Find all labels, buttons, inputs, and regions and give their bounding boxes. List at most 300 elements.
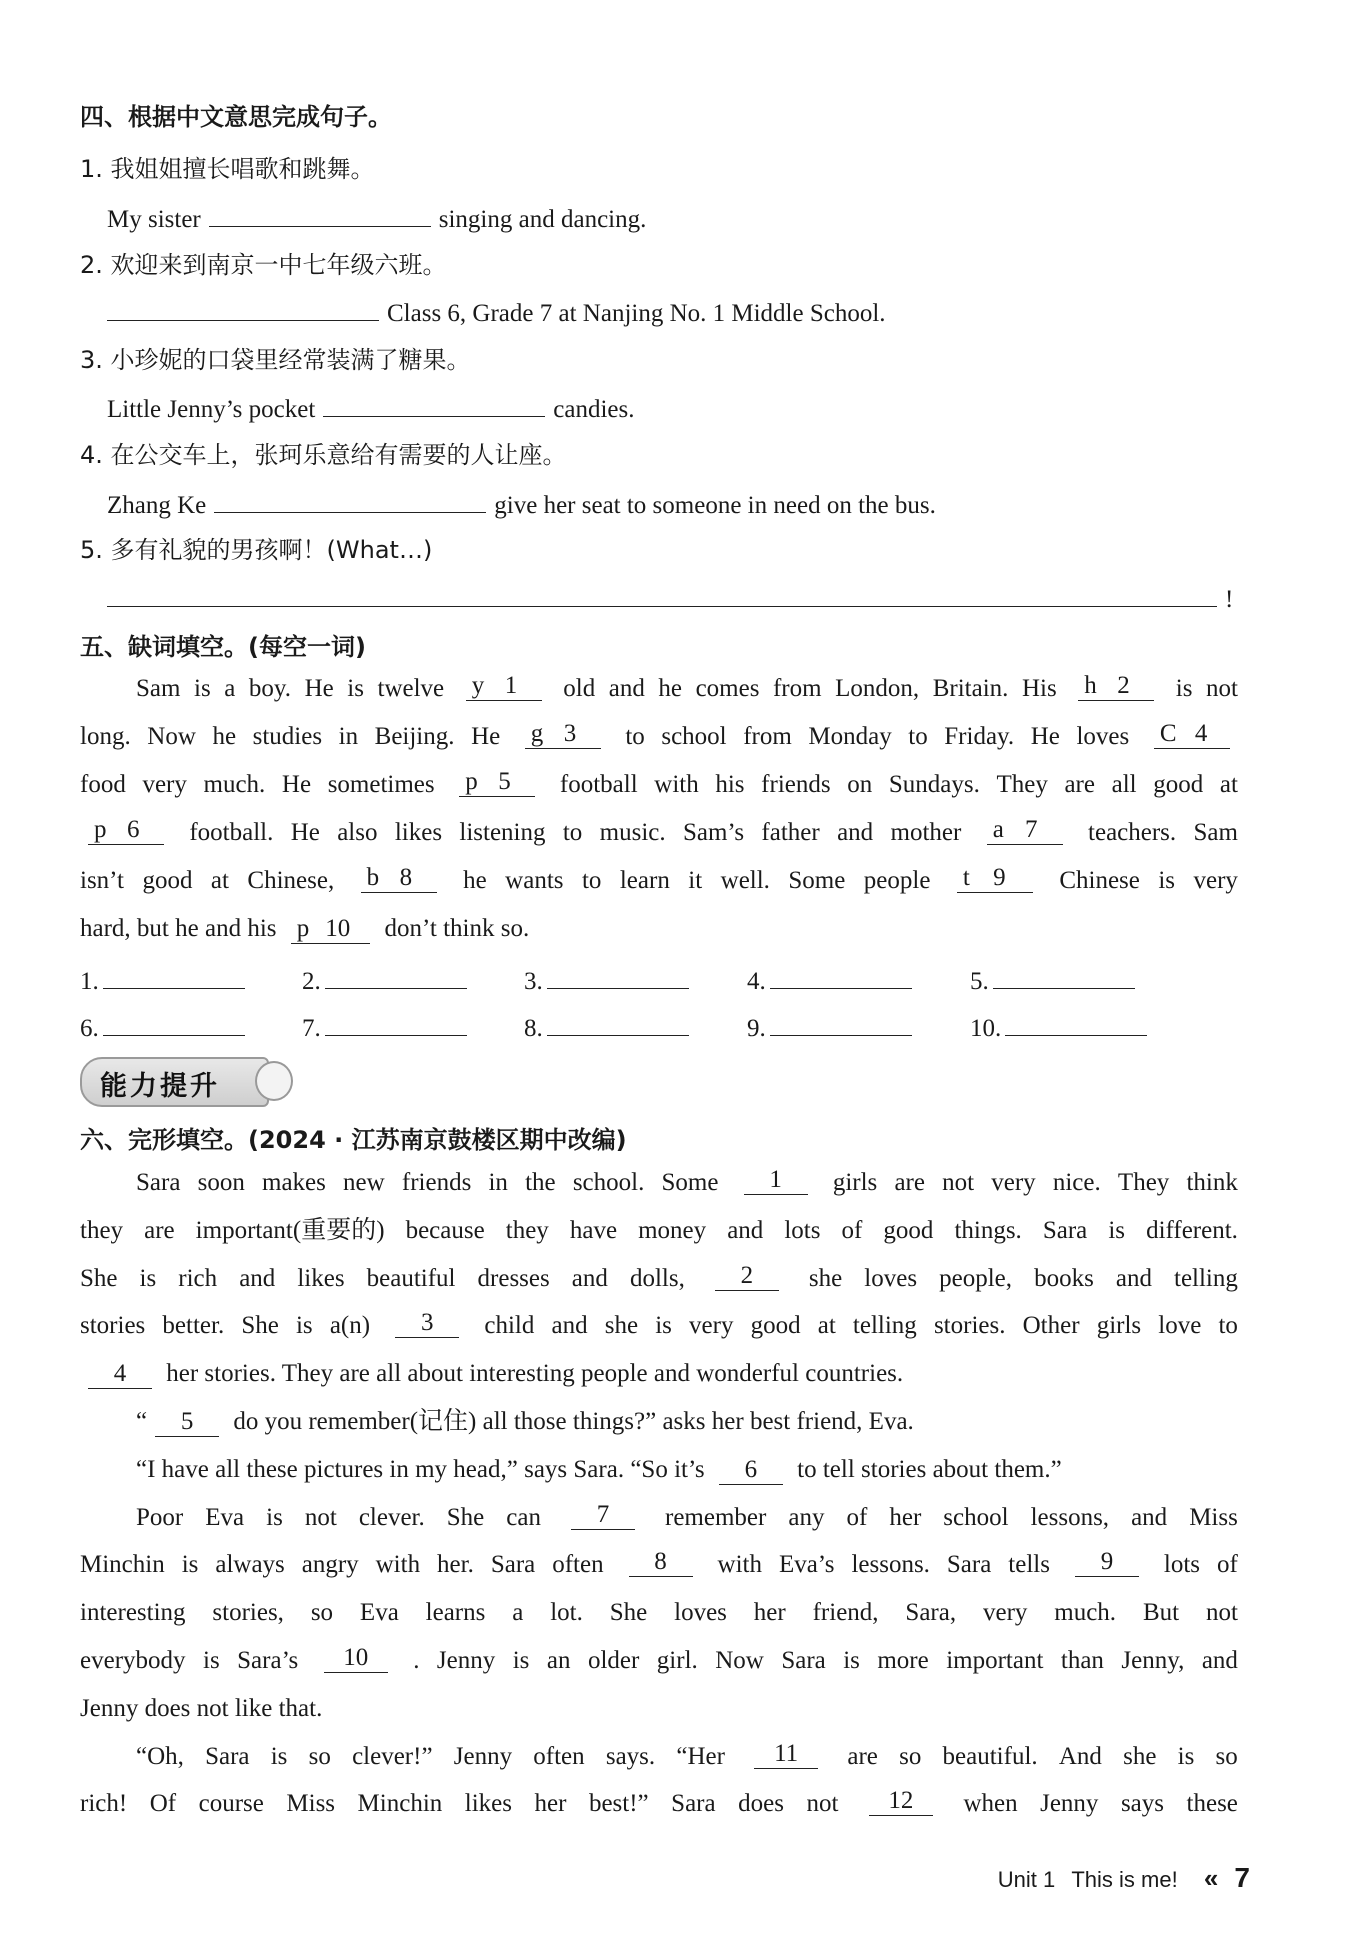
word: is <box>139 1264 157 1292</box>
word: Jenny, <box>1121 1647 1185 1674</box>
s5-line <box>80 864 1238 898</box>
word: says <box>524 1455 568 1483</box>
word: is <box>266 1503 283 1531</box>
word: don’t <box>384 915 437 942</box>
word: old <box>563 675 596 702</box>
s6-line <box>80 1692 322 1726</box>
section-4-heading: 四、根据中文意思完成句子。 <box>80 103 392 131</box>
word: things?” <box>572 1408 657 1435</box>
gap-number: 9 <box>993 864 1006 891</box>
word: telling <box>852 1312 917 1340</box>
gap-number: 3 <box>420 1309 434 1337</box>
gap-blank-10[interactable] <box>324 1644 388 1673</box>
word: it <box>688 867 703 894</box>
word: of <box>841 1216 863 1244</box>
word: is <box>295 1312 313 1340</box>
word: always <box>215 1551 285 1579</box>
word: from <box>772 675 822 702</box>
word: Sam <box>1193 819 1238 846</box>
answer-slot: 4. <box>747 960 920 999</box>
gap-blank-10[interactable] <box>291 915 371 944</box>
word: lessons, <box>1030 1503 1110 1531</box>
word: music. <box>599 819 666 846</box>
word: father <box>761 819 820 846</box>
word: boy. <box>248 675 292 702</box>
word: at <box>817 1312 836 1340</box>
gap-blank-7[interactable] <box>571 1501 635 1530</box>
word: can <box>506 1503 541 1531</box>
gap-number: 9 <box>1100 1548 1114 1576</box>
answer-blank[interactable] <box>547 960 689 989</box>
word: and <box>653 1360 690 1388</box>
gap-number: 5 <box>180 1408 194 1435</box>
word: not <box>942 1169 975 1196</box>
word: is <box>347 675 364 702</box>
word: Eva’s <box>778 1551 835 1579</box>
s6-line <box>136 1453 1062 1487</box>
word: Minchin <box>357 1790 443 1818</box>
word: Jenny <box>453 1742 513 1770</box>
word: an <box>546 1647 571 1674</box>
word: also <box>337 819 378 846</box>
word: and <box>727 1216 764 1244</box>
word: head,” <box>453 1455 518 1483</box>
word: Chinese <box>1059 867 1140 894</box>
word: so <box>1215 1742 1238 1770</box>
word: She <box>241 1312 279 1340</box>
word: isn’t <box>80 867 124 894</box>
gap-blank-5[interactable] <box>459 768 535 797</box>
word: Now <box>715 1647 764 1674</box>
word: than <box>1060 1647 1104 1674</box>
word: different. <box>1146 1216 1238 1244</box>
s6-line <box>80 1548 1238 1582</box>
gap-number: 6 <box>127 816 140 843</box>
word: Of <box>149 1790 177 1818</box>
word: They <box>1117 1169 1170 1196</box>
word: Sara’s <box>237 1647 299 1674</box>
word: with <box>375 1551 421 1579</box>
word: clever. <box>358 1503 425 1531</box>
word: and <box>571 1264 608 1292</box>
word: Sundays. <box>888 771 980 798</box>
word: she <box>1123 1742 1157 1770</box>
word: is <box>181 1551 199 1579</box>
word: is <box>203 1647 220 1674</box>
s4-item-4-sentence: Zhang Ke give her seat to someone in need on the bus. <box>107 484 936 523</box>
gap-blank-8[interactable] <box>361 864 437 893</box>
word: not <box>806 1790 839 1818</box>
gap-initial-letter: p <box>296 915 310 942</box>
gap-initial-letter: p <box>465 768 478 795</box>
word: in <box>338 723 359 750</box>
word: teachers. <box>1088 819 1177 846</box>
word: is <box>512 1647 530 1674</box>
word: because <box>405 1216 485 1244</box>
word: best <box>749 1408 791 1435</box>
word: Eva <box>359 1599 399 1627</box>
answer-blank[interactable] <box>770 1007 912 1036</box>
word: school <box>661 723 727 750</box>
word: not <box>1206 675 1238 702</box>
s6-line <box>80 1596 1238 1630</box>
word: are <box>847 1742 878 1770</box>
s6-line <box>136 1405 914 1439</box>
word: her <box>166 1360 199 1388</box>
gap-number: 8 <box>399 864 413 891</box>
word: she <box>604 1312 639 1340</box>
word: is <box>1177 1742 1195 1770</box>
word: stories. <box>204 1360 276 1388</box>
ability-badge <box>80 1057 269 1107</box>
word: listening <box>459 819 546 846</box>
gap-number: 10 <box>325 915 351 942</box>
word: well. <box>720 867 770 894</box>
word: hard, <box>80 915 131 942</box>
word: it’s <box>674 1455 705 1483</box>
gap-number: 5 <box>498 768 511 795</box>
word: of <box>846 1503 868 1531</box>
word: best!” <box>588 1790 649 1818</box>
answer-blank[interactable] <box>325 960 467 989</box>
s4-item-1-blank[interactable] <box>209 198 431 227</box>
word: to <box>1218 1312 1238 1340</box>
word: to <box>797 1455 817 1483</box>
gap-number: 7 <box>596 1500 610 1528</box>
gap-blank-4[interactable] <box>1154 720 1230 749</box>
word: good <box>883 1216 934 1244</box>
word: are <box>339 1360 370 1388</box>
word: those <box>513 1408 567 1435</box>
word: football <box>559 771 638 798</box>
word: are <box>1064 771 1095 798</box>
word: books <box>1034 1264 1094 1292</box>
word: new <box>343 1169 385 1196</box>
word: at <box>1219 771 1238 798</box>
word: Jenny <box>80 1694 139 1722</box>
word: very <box>991 1169 1036 1196</box>
gap-number: 1 <box>504 672 518 699</box>
gap-blank-9[interactable] <box>1075 1548 1139 1577</box>
word: remember <box>665 1503 767 1531</box>
word: stories. <box>933 1312 1006 1340</box>
answer-blank[interactable] <box>770 960 912 989</box>
word: at <box>210 867 229 894</box>
gap-number: 3 <box>563 720 577 747</box>
word: all <box>1111 771 1137 798</box>
word: They <box>996 771 1048 798</box>
word: all <box>482 1408 508 1435</box>
answer-blank[interactable] <box>103 960 245 989</box>
word: Other <box>1022 1312 1080 1340</box>
gap-number: 4 <box>113 1360 127 1388</box>
word: love <box>1158 1312 1202 1340</box>
word: things. <box>954 1216 1022 1244</box>
gap-blank-1[interactable] <box>744 1166 808 1195</box>
word: about <box>932 1455 989 1483</box>
answer-slot: 5. <box>970 960 1143 999</box>
s6-line <box>80 1644 1238 1678</box>
word: older <box>587 1647 640 1674</box>
word: they <box>505 1216 549 1244</box>
word: to <box>908 723 928 750</box>
word: football. <box>189 819 274 846</box>
word: friends <box>401 1169 472 1196</box>
answer-slot: 8. <box>524 1007 697 1046</box>
word: Sam <box>136 675 181 702</box>
page-footer <box>998 1862 1250 1894</box>
s6-line <box>80 1262 1238 1296</box>
word: about <box>407 1360 463 1388</box>
word: She <box>80 1264 118 1292</box>
gap-initial-letter: p <box>94 816 107 843</box>
gap-blank-8[interactable] <box>629 1548 693 1577</box>
s4-item-1-sentence: My sister singing and dancing. <box>107 198 646 237</box>
answer-slot: 6. <box>80 1007 253 1046</box>
word: Sara <box>671 1790 716 1818</box>
word: Monday <box>808 723 892 750</box>
word: London, <box>835 675 920 702</box>
word: more <box>877 1647 929 1674</box>
word: her <box>889 1503 922 1531</box>
word: lessons. <box>851 1551 930 1579</box>
word: think <box>443 915 495 942</box>
word: Sara <box>205 1742 250 1770</box>
word: school. <box>572 1169 645 1196</box>
gap-initial-letter: b <box>366 864 380 891</box>
word: makes <box>262 1169 326 1196</box>
s4-item-3-blank[interactable] <box>323 388 545 417</box>
s6-line <box>136 1740 1238 1774</box>
gap-initial-letter: t <box>962 864 970 891</box>
word: have <box>569 1216 618 1244</box>
word: is <box>655 1312 672 1340</box>
word: all <box>215 1455 241 1483</box>
gap-blank-12[interactable] <box>869 1787 933 1816</box>
word: He <box>1030 723 1060 750</box>
word: people, <box>939 1264 1013 1292</box>
word: to <box>625 723 645 750</box>
word: mother <box>890 819 962 846</box>
word: do <box>233 1408 259 1435</box>
word: interesting <box>80 1599 186 1627</box>
gap-blank-6[interactable] <box>719 1456 783 1485</box>
gap-blank-9[interactable] <box>957 864 1033 893</box>
s4-item-5-sentence: ! <box>107 578 1233 617</box>
word: Sara. <box>573 1455 625 1483</box>
word: likes <box>464 1790 512 1818</box>
gap-blank-3[interactable] <box>395 1309 459 1338</box>
s5-line <box>136 672 1238 706</box>
word: these <box>1186 1790 1238 1818</box>
answer-blank[interactable] <box>103 1007 245 1036</box>
word: tell <box>822 1455 855 1483</box>
word: good <box>142 867 193 894</box>
gap-blank-2[interactable] <box>715 1262 779 1291</box>
word: is <box>270 1742 288 1770</box>
s4-item-5-blank[interactable] <box>107 578 1217 607</box>
word: Minchin <box>80 1551 165 1579</box>
word: on <box>847 771 873 798</box>
answer-blank[interactable] <box>325 1007 467 1036</box>
word: to <box>562 819 583 846</box>
word: and <box>1115 1264 1152 1292</box>
word: nice. <box>1052 1169 1101 1196</box>
gap-blank-11[interactable] <box>754 1740 818 1769</box>
word: are <box>894 1169 925 1196</box>
s6-line <box>80 1787 1238 1821</box>
gap-initial-letter: a <box>992 816 1004 843</box>
word: friend, <box>796 1408 863 1435</box>
word: and <box>608 675 645 702</box>
s5-line <box>80 912 529 946</box>
word: a <box>512 1599 524 1627</box>
word: and <box>1201 1647 1238 1674</box>
word: Some <box>661 1169 719 1196</box>
word: have <box>161 1455 209 1483</box>
word: They <box>281 1360 334 1388</box>
gap-blank-5[interactable] <box>155 1408 219 1437</box>
s4-item-2-chinese: 2. 欢迎来到南京一中七年级六班。 <box>80 251 447 279</box>
word: her <box>534 1790 567 1818</box>
word: in <box>488 1169 508 1196</box>
word: rich <box>178 1264 218 1292</box>
gap-number: 4 <box>1194 720 1208 747</box>
gap-blank-3[interactable] <box>525 720 601 749</box>
word: girls <box>1096 1312 1142 1340</box>
word: is <box>843 1647 860 1674</box>
word: to <box>581 867 602 894</box>
word: tells <box>1008 1551 1050 1579</box>
word: Sara, <box>905 1599 957 1627</box>
word: often <box>533 1742 585 1770</box>
word: girl. <box>656 1647 698 1674</box>
word: very <box>689 1312 734 1340</box>
word: very <box>1193 867 1238 894</box>
word: course <box>198 1790 264 1818</box>
word: girls <box>832 1169 878 1196</box>
word: when <box>963 1790 1018 1818</box>
word: pictures <box>304 1455 384 1483</box>
word: Sara <box>1042 1216 1088 1244</box>
word: loves <box>864 1264 918 1292</box>
s6-line <box>136 1501 1238 1535</box>
s4-item-2-blank[interactable] <box>107 292 379 321</box>
word: remember(记住) <box>308 1408 477 1435</box>
word: . <box>413 1647 420 1674</box>
word: Sara <box>946 1551 992 1579</box>
gap-number: 10 <box>343 1644 369 1671</box>
word: with <box>717 1551 762 1579</box>
word: He <box>304 675 334 702</box>
word: She <box>446 1503 485 1531</box>
word: is <box>194 675 211 702</box>
answer-blank[interactable] <box>1005 1007 1147 1036</box>
word: soon <box>197 1169 245 1196</box>
gap-blank-7[interactable] <box>987 816 1063 845</box>
word: better. <box>162 1312 225 1340</box>
word: important <box>946 1647 1044 1674</box>
gap-blank-6[interactable] <box>88 816 164 845</box>
s4-item-3-chinese: 3. 小珍妮的口袋里经常装满了糖果。 <box>80 346 471 374</box>
word: her <box>753 1599 786 1627</box>
word: a(n) <box>329 1312 371 1340</box>
word: much. <box>1054 1599 1117 1627</box>
word: “ <box>136 1408 148 1435</box>
word: they <box>80 1216 124 1244</box>
gap-number: 8 <box>654 1548 667 1576</box>
gap-initial-letter: y <box>471 672 485 699</box>
word: he <box>175 915 199 942</box>
word: beautiful. <box>942 1742 1038 1770</box>
word: and <box>239 1264 276 1292</box>
word: learn <box>619 867 670 894</box>
word: not <box>196 1694 229 1722</box>
word: does <box>144 1694 191 1722</box>
gap-number: 7 <box>1024 816 1038 843</box>
word: all <box>376 1360 402 1388</box>
word: food <box>80 771 126 798</box>
footer-title: This is me! <box>1071 1867 1178 1892</box>
word: not <box>1205 1599 1238 1627</box>
word: long. <box>80 723 131 750</box>
lightbulb-icon <box>255 1061 293 1101</box>
answer-blank[interactable] <box>547 1007 689 1036</box>
word: stories <box>861 1455 927 1483</box>
word: a <box>224 675 236 702</box>
gap-initial-letter: g <box>530 720 544 747</box>
word: so. <box>500 915 530 942</box>
word: so <box>899 1742 922 1770</box>
word: Britain. <box>932 675 1009 702</box>
answer-slot: 7. <box>302 1007 475 1046</box>
word: Poor <box>136 1503 184 1531</box>
gap-number: 11 <box>774 1739 799 1767</box>
word: he <box>212 723 237 750</box>
word: like <box>234 1694 273 1722</box>
double-chevron-left-icon: « <box>1203 1863 1219 1893</box>
gap-blank-1[interactable] <box>466 672 542 701</box>
word: stories <box>80 1312 146 1340</box>
section-5-heading: 五、缺词填空。(每空一词) <box>80 633 366 661</box>
word: He <box>290 819 320 846</box>
word: lot. <box>550 1599 583 1627</box>
word: them.” <box>994 1455 1062 1483</box>
answer-blank[interactable] <box>993 960 1135 989</box>
word: dolls, <box>629 1264 685 1292</box>
word: and <box>837 819 874 846</box>
gap-blank-4[interactable] <box>88 1360 152 1389</box>
word: Friday. <box>944 723 1015 750</box>
word: Sara <box>136 1169 181 1196</box>
s4-item-4-blank[interactable] <box>214 484 486 513</box>
word: likes <box>297 1264 345 1292</box>
s5-line <box>80 768 1238 802</box>
word: important(重要的) <box>195 1216 385 1244</box>
gap-blank-2[interactable] <box>1078 672 1154 701</box>
word: says <box>1120 1790 1165 1818</box>
word: And <box>1058 1742 1102 1770</box>
word: lots <box>784 1216 821 1244</box>
word: he <box>658 675 683 702</box>
word: countries. <box>805 1360 904 1388</box>
word: He <box>471 723 501 750</box>
word: Eva. <box>868 1408 914 1435</box>
word: learns <box>425 1599 486 1627</box>
answer-slot: 1. <box>80 960 253 999</box>
word: think <box>1186 1169 1238 1196</box>
word: much. <box>203 771 266 798</box>
